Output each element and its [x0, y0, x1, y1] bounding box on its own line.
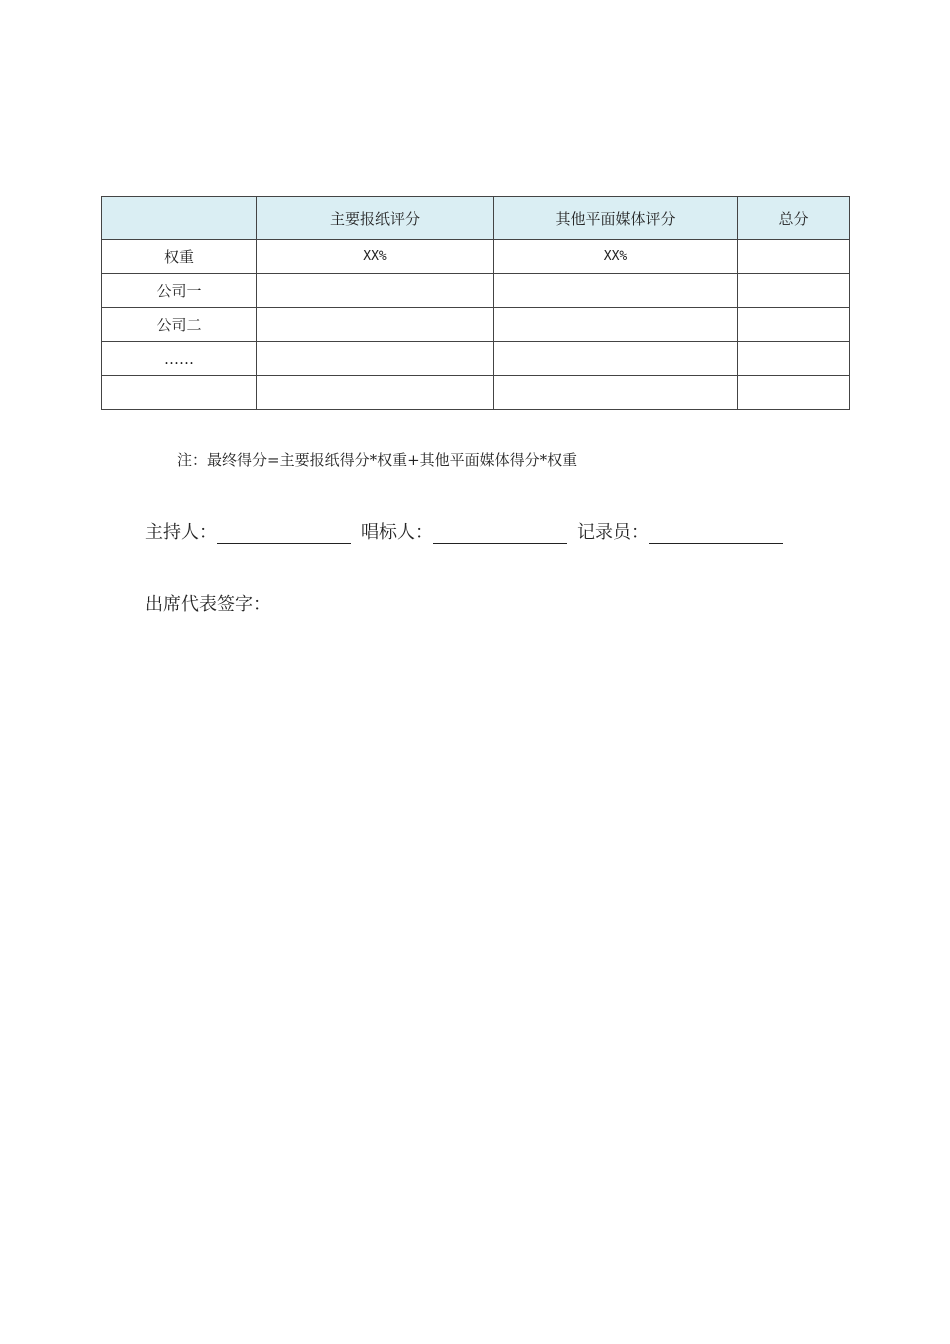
table-cell [257, 308, 494, 342]
recorder-label: 记录员： [577, 522, 649, 543]
table-cell [738, 342, 850, 376]
table-cell [257, 342, 494, 376]
host-signature-blank [217, 523, 351, 544]
table-cell [494, 274, 738, 308]
table-row [102, 274, 850, 308]
table-cell [738, 240, 850, 274]
score-table [101, 196, 850, 410]
row-label: 权重 [102, 240, 257, 274]
host-label: 主持人： [145, 522, 217, 543]
signature-line [145, 518, 793, 544]
attendees-signature-label: 出席代表签字： [145, 594, 271, 615]
recorder-signature-blank [649, 523, 783, 544]
formula-note: 注：最终得分=主要报纸得分*权重+其他平面媒体得分*权重 [177, 451, 578, 469]
header-cell-total: 总分 [738, 197, 850, 240]
header-cell-other-media: 其他平面媒体评分 [494, 197, 738, 240]
table-cell [494, 376, 738, 410]
row-label: 公司二 [102, 308, 257, 342]
caller-label: 唱标人： [361, 522, 433, 543]
table-cell [494, 342, 738, 376]
table-cell: XX% [257, 240, 494, 274]
caller-signature-blank [433, 523, 567, 544]
table-row [102, 376, 850, 410]
row-label: …… [102, 342, 257, 376]
table-cell: XX% [494, 240, 738, 274]
table-cell [257, 376, 494, 410]
table-cell [257, 274, 494, 308]
table-cell [738, 376, 850, 410]
table-cell [738, 308, 850, 342]
row-label [102, 376, 257, 410]
table-row [102, 240, 850, 274]
table-cell [738, 274, 850, 308]
header-cell-empty [102, 197, 257, 240]
table-cell [494, 308, 738, 342]
header-cell-main-newspaper: 主要报纸评分 [257, 197, 494, 240]
table-row [102, 342, 850, 376]
table-row [102, 308, 850, 342]
table-header-row [102, 197, 850, 240]
row-label: 公司一 [102, 274, 257, 308]
